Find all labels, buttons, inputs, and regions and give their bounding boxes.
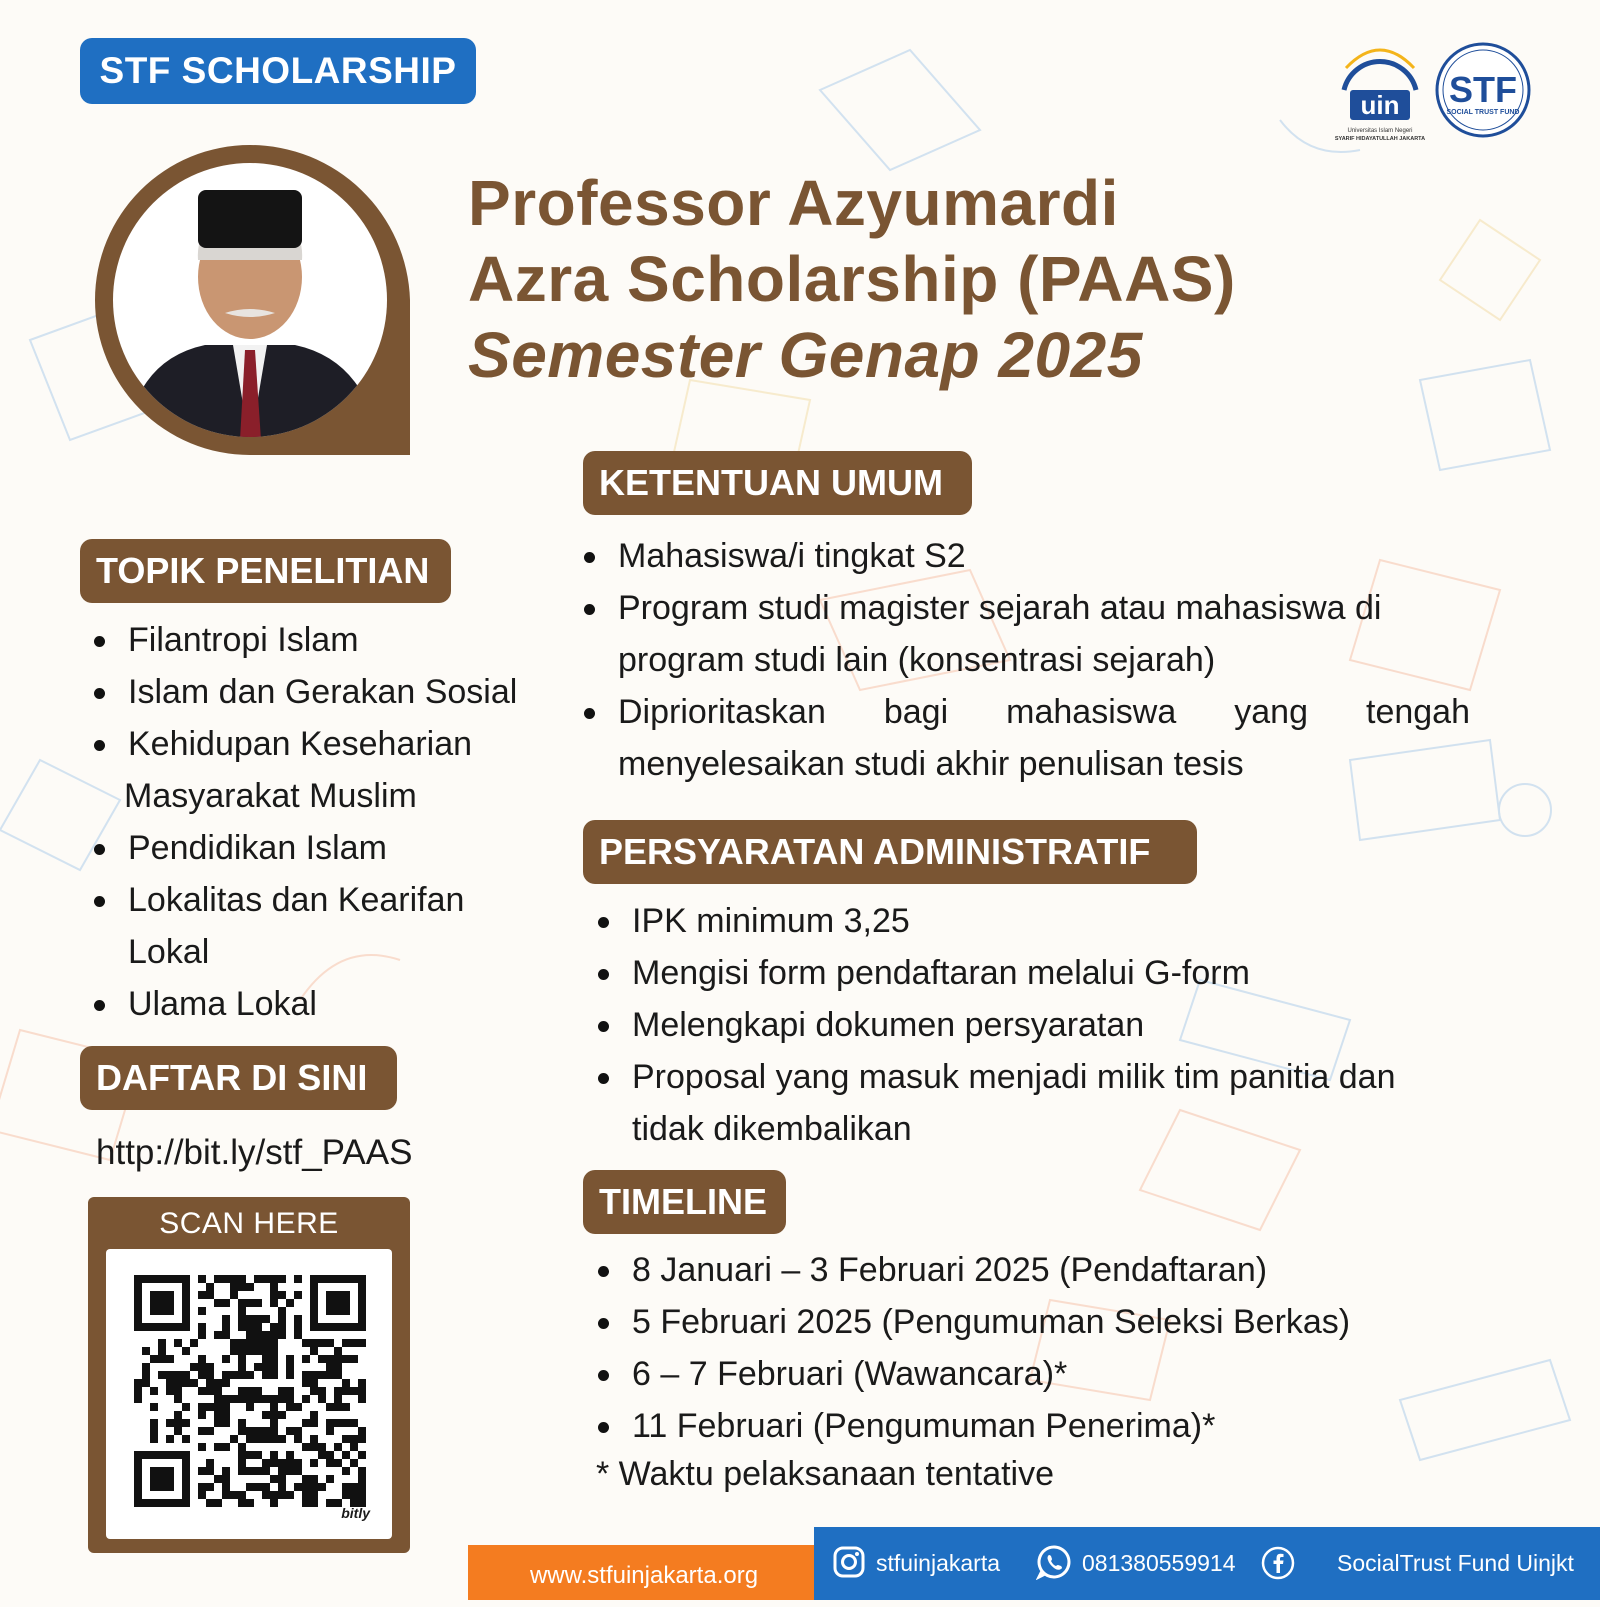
portrait-image bbox=[95, 145, 413, 463]
title-line-3: Semester Genap 2025 bbox=[468, 319, 1143, 391]
list-item bbox=[592, 1051, 1512, 1155]
persyaratan-list bbox=[592, 895, 1512, 1155]
list-item-continuation: tidak dikembalikan bbox=[632, 1110, 912, 1148]
list-item: 5 Februari 2025 (Pengumuman Seleksi Berkas) bbox=[592, 1296, 1512, 1348]
uin-stf-logos bbox=[1330, 40, 1540, 150]
list-item-text: Lokalitas dan Kearifan bbox=[128, 881, 465, 919]
topik-list bbox=[88, 614, 558, 1030]
portrait-frame bbox=[95, 145, 413, 463]
list-item: Islam dan Gerakan Sosial bbox=[88, 666, 558, 718]
facebook-link[interactable] bbox=[1261, 1527, 1301, 1600]
list-item bbox=[88, 718, 558, 822]
timeline-list bbox=[592, 1244, 1512, 1452]
list-item: Mengisi form pendaftaran melalui G-form bbox=[592, 947, 1512, 999]
svg-text:SOCIAL TRUST FUND: SOCIAL TRUST FUND bbox=[1446, 109, 1520, 116]
list-item-continuation: menyelesaikan studi akhir penulisan tesis bbox=[618, 745, 1244, 783]
list-item: Melengkapi dokumen persyaratan bbox=[592, 999, 1512, 1051]
list-item bbox=[578, 686, 1470, 790]
list-item-text: Proposal yang masuk menjadi milik tim panitia dan bbox=[632, 1058, 1396, 1096]
instagram-icon bbox=[832, 1545, 866, 1579]
website-link[interactable]: www.stfuinjakarta.org bbox=[468, 1545, 820, 1600]
facebook-page-name[interactable]: SocialTrust Fund Uinjkt bbox=[1337, 1550, 1574, 1576]
list-item: 6 – 7 Februari (Wawancara)* bbox=[592, 1348, 1512, 1400]
svg-text:SYARIF HIDAYATULLAH JAKARTA: SYARIF HIDAYATULLAH JAKARTA bbox=[1334, 136, 1426, 142]
list-item-continuation: Lokal bbox=[128, 933, 210, 971]
title-line-2: Azra Scholarship (PAAS) bbox=[468, 243, 1236, 315]
qr-code-panel[interactable] bbox=[106, 1249, 392, 1539]
svg-text:Universitas Islam Negeri: Universitas Islam Negeri bbox=[1347, 128, 1413, 134]
whatsapp-link[interactable] bbox=[1036, 1527, 1236, 1600]
list-item-text: Diprioritaskan bagi mahasiswa yang tengah bbox=[618, 693, 1470, 731]
list-item: Pendidikan Islam bbox=[88, 822, 558, 874]
list-item: IPK minimum 3,25 bbox=[592, 895, 1512, 947]
stf-scholarship-badge: STF SCHOLARSHIP bbox=[80, 38, 476, 104]
tentative-note: * Waktu pelaksanaan tentative bbox=[596, 1455, 1055, 1493]
daftar-heading: DAFTAR DI SINI bbox=[80, 1046, 397, 1110]
title-line-1: Professor Azyumardi bbox=[468, 167, 1119, 239]
list-item-continuation: Masyarakat Muslim bbox=[124, 777, 417, 815]
scholarship-title bbox=[468, 165, 1348, 393]
instagram-link[interactable] bbox=[832, 1527, 1000, 1600]
social-bar bbox=[814, 1527, 1600, 1600]
list-item: Mahasiswa/i tingkat S2 bbox=[578, 530, 1470, 582]
ketentuan-list bbox=[578, 530, 1470, 790]
topik-penelitian-heading: TOPIK PENELITIAN bbox=[80, 539, 451, 603]
list-item-text: Kehidupan Keseharian bbox=[128, 725, 473, 763]
partner-logos bbox=[1330, 40, 1540, 150]
ketentuan-umum-heading: KETENTUAN UMUM bbox=[583, 451, 972, 515]
scan-here-label: SCAN HERE bbox=[159, 1207, 339, 1240]
uin-logo bbox=[1335, 50, 1425, 142]
list-item: 8 Januari – 3 Februari 2025 (Pendaftaran) bbox=[592, 1244, 1512, 1296]
instagram-handle: stfuinjakarta bbox=[876, 1550, 1001, 1576]
list-item bbox=[578, 582, 1470, 686]
qr-code-card bbox=[88, 1197, 410, 1553]
stf-logo bbox=[1437, 44, 1529, 136]
svg-text:uin: uin bbox=[1360, 90, 1400, 120]
list-item bbox=[88, 874, 558, 978]
list-item: Ulama Lokal bbox=[88, 978, 558, 1030]
persyaratan-heading: PERSYARATAN ADMINISTRATIF bbox=[583, 820, 1197, 884]
whatsapp-number: 081380559914 bbox=[1082, 1550, 1236, 1576]
list-item-text: Program studi magister sejarah atau mahasiswa di bbox=[618, 589, 1382, 627]
registration-link[interactable]: http://bit.ly/stf_PAAS bbox=[96, 1133, 413, 1172]
svg-text:STF: STF bbox=[1449, 69, 1517, 110]
facebook-icon bbox=[1261, 1546, 1295, 1580]
bitly-logo: bitly bbox=[341, 1505, 370, 1521]
timeline-heading: TIMELINE bbox=[583, 1170, 786, 1234]
list-item-continuation: program studi lain (konsentrasi sejarah) bbox=[618, 641, 1216, 679]
list-item: 11 Februari (Pengumuman Penerima)* bbox=[592, 1400, 1512, 1452]
qr-code[interactable] bbox=[134, 1275, 366, 1507]
list-item: Filantropi Islam bbox=[88, 614, 558, 666]
whatsapp-icon bbox=[1036, 1544, 1072, 1580]
